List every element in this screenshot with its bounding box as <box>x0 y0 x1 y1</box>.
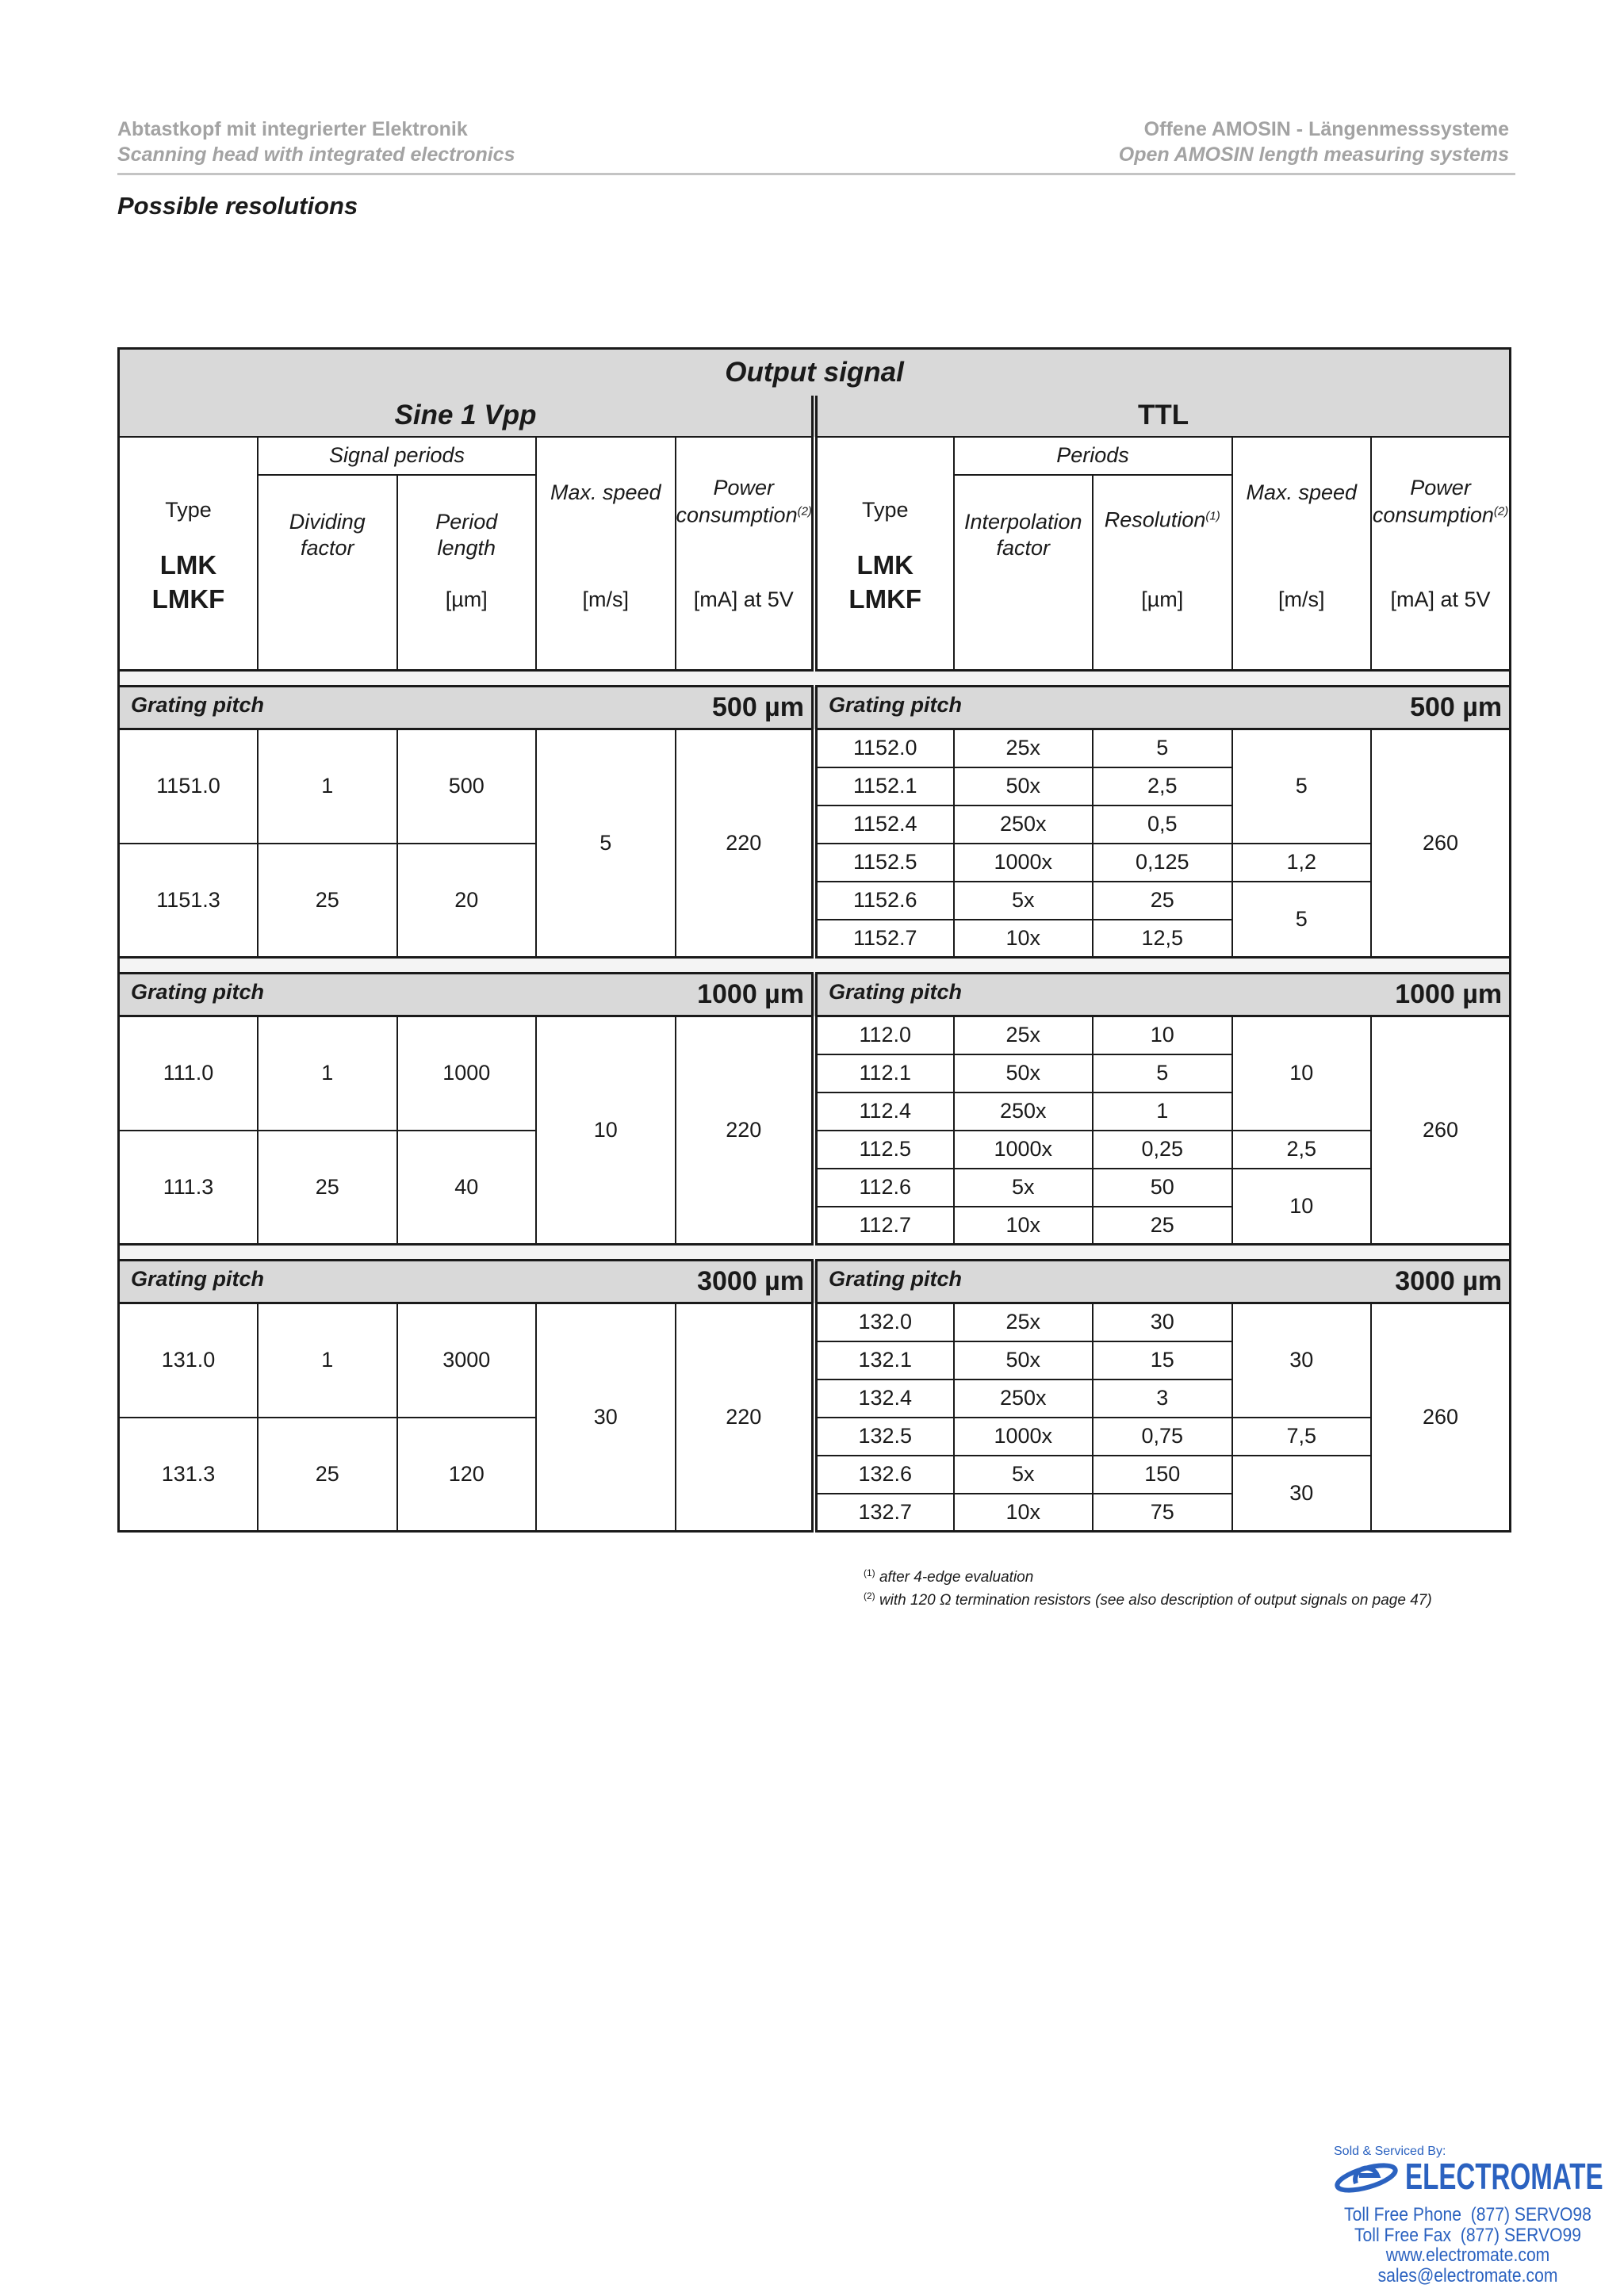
footnote-text: with 120 Ω termination resistors (see also description of output signals on page 47) <box>879 1592 1432 1609</box>
grating-pitch-label: Grating pitch <box>829 979 962 1004</box>
model-lmk: LMK <box>159 550 217 580</box>
resolution-unit: [µm] <box>1141 587 1184 612</box>
interpolation-factor-cell: 50x <box>954 1341 1094 1380</box>
factor-label: factor <box>300 536 354 561</box>
email-line: sales@electromate.com <box>1377 2264 1558 2286</box>
grating-pitch-header <box>818 1266 1509 1297</box>
footnote-ref-2: (2) <box>797 504 812 519</box>
ttl-type-cell: 112.0 <box>814 1016 954 1054</box>
footnote-1 <box>864 1567 1432 1590</box>
consumption-text: consumption <box>1372 503 1494 527</box>
grating-pitch-label: Grating pitch <box>131 1266 264 1291</box>
interpolation-label: Interpolation <box>963 510 1082 534</box>
grating-pitch-header <box>818 979 1509 1010</box>
resolution-label <box>1094 507 1231 537</box>
ttl-type-cell: 112.5 <box>814 1131 954 1169</box>
interpolation-factor-cell: 5x <box>954 1456 1094 1494</box>
ttl-type-cell: 1152.4 <box>814 806 954 844</box>
resolution-text: Resolution <box>1104 507 1206 532</box>
table-row <box>119 844 1511 882</box>
resolution-cell: 2,5 <box>1093 767 1232 806</box>
sine-power-cell: 220 <box>676 729 815 958</box>
speed-unit: [m/s] <box>1278 587 1325 612</box>
ttl-max-speed-cell: 7,5 <box>1232 1418 1372 1456</box>
sine-grating-pitch-cell <box>119 687 815 729</box>
sine-power-header <box>676 437 815 671</box>
interpolation-factor-header <box>954 475 1094 671</box>
interpolation-factor-cell: 1000x <box>954 1418 1094 1456</box>
period-length-cell: 40 <box>397 1131 537 1245</box>
sine-max-speed-header <box>536 437 676 671</box>
resolution-cell: 25 <box>1093 882 1232 920</box>
grating-pitch-value: 3000 µm <box>1395 1265 1503 1296</box>
model-lmkf: LMKF <box>151 584 225 614</box>
ttl-max-speed-cell: 1,2 <box>1232 844 1372 882</box>
ttl-max-speed-header-content <box>1233 438 1371 668</box>
type-label: Type <box>165 498 212 522</box>
period-length-header-content <box>398 476 536 668</box>
interpolation-factor-cell: 10x <box>954 1494 1094 1532</box>
interpolation-factor-cell: 5x <box>954 1169 1094 1207</box>
grating-pitch-value: 3000 µm <box>697 1265 804 1296</box>
ttl-grating-pitch-cell <box>814 974 1511 1016</box>
group-separator <box>119 958 1511 974</box>
footnote-ref-1: (1) <box>1205 509 1220 523</box>
header-left-german: Abtastkopf mit integrierter Elektronik <box>117 118 468 140</box>
table-row <box>119 1131 1511 1169</box>
period-length-cell: 1000 <box>397 1016 537 1131</box>
sine-max-speed-cell: 5 <box>536 729 676 958</box>
sine-type-cell: 1151.3 <box>119 844 259 958</box>
table-body <box>119 671 1511 1532</box>
header-right-german: Offene AMOSIN - Längenmesssysteme <box>1143 118 1509 140</box>
resolution-cell: 150 <box>1093 1456 1232 1494</box>
ttl-power-header <box>1371 437 1511 671</box>
sine-max-speed-cell: 10 <box>536 1016 676 1245</box>
ttl-type-cell: 132.6 <box>814 1456 954 1494</box>
grating-pitch-header <box>818 692 1509 723</box>
sine-max-speed-cell: 30 <box>536 1303 676 1532</box>
sine-power-cell: 220 <box>676 1016 815 1245</box>
electromate-swoosh-icon <box>1332 2158 1400 2196</box>
resolution-cell: 5 <box>1093 1054 1232 1093</box>
interpolation-factor-cell: 5x <box>954 882 1094 920</box>
interpolation-factor-cell: 50x <box>954 1054 1094 1093</box>
resolution-cell: 0,125 <box>1093 844 1232 882</box>
grating-pitch-value: 500 µm <box>1410 691 1503 722</box>
interpolation-factor-header-content <box>955 476 1093 668</box>
sine-type-cell: 131.0 <box>119 1303 259 1418</box>
ttl-type-cell: 1152.0 <box>814 729 954 767</box>
ttl-type-cell: 1152.1 <box>814 767 954 806</box>
table-row <box>119 1016 1511 1054</box>
ttl-max-speed-cell: 30 <box>1232 1456 1372 1532</box>
grating-pitch-value: 1000 µm <box>1395 978 1503 1009</box>
model-lmk: LMK <box>856 550 914 580</box>
sine-grating-pitch-cell <box>119 1261 815 1303</box>
sold-by-label: Sold & Serviced By: <box>1334 2145 1446 2158</box>
sine-type-cell: 111.0 <box>119 1016 259 1131</box>
sine-type-cell: 1151.0 <box>119 729 259 844</box>
ttl-power-header-content <box>1372 438 1509 668</box>
sine-signal-label: Sine 1 Vpp <box>119 396 815 437</box>
table-row <box>119 1303 1511 1341</box>
footnote-2 <box>864 1590 1432 1613</box>
ttl-type-cell: 132.1 <box>814 1341 954 1380</box>
section-title: Possible resolutions <box>117 192 358 220</box>
dividing-factor-cell: 25 <box>258 844 397 958</box>
resolution-cell: 25 <box>1093 1207 1232 1245</box>
header-right <box>1119 117 1509 167</box>
header-right-english: Open AMOSIN length measuring systems <box>1118 144 1509 166</box>
ttl-type-cell: 1152.5 <box>814 844 954 882</box>
ttl-grating-pitch-cell <box>814 1261 1511 1303</box>
grating-pitch-header <box>120 692 811 723</box>
dealer-contact <box>1328 2205 1607 2286</box>
footnote-marker: (1) <box>864 1567 875 1578</box>
table-row <box>119 1418 1511 1456</box>
resolution-cell: 0,25 <box>1093 1131 1232 1169</box>
grating-pitch-row <box>119 974 1511 1016</box>
period-length-cell: 120 <box>397 1418 537 1532</box>
interpolation-factor-cell: 10x <box>954 920 1094 958</box>
footnote-text: after 4-edge evaluation <box>879 1569 1034 1586</box>
period-unit: [µm] <box>445 587 488 612</box>
sine-type-header-content <box>120 438 257 668</box>
table-header <box>119 349 1511 671</box>
sine-grating-pitch-cell <box>119 974 815 1016</box>
interpolation-factor-cell: 1000x <box>954 1131 1094 1169</box>
interpolation-factor-cell: 50x <box>954 767 1094 806</box>
ttl-type-cell: 112.4 <box>814 1093 954 1131</box>
speed-unit: [m/s] <box>582 587 629 612</box>
signal-type-row <box>119 396 1511 437</box>
max-speed-label: Max. speed <box>550 480 661 505</box>
resolution-cell: 15 <box>1093 1341 1232 1380</box>
output-signal-row <box>119 349 1511 396</box>
length-label: length <box>437 536 496 561</box>
separator-cell <box>119 671 1511 687</box>
resolution-cell: 75 <box>1093 1494 1232 1532</box>
dividing-label: Dividing <box>289 510 366 534</box>
website-line: www.electromate.com <box>1385 2244 1550 2266</box>
grating-pitch-value: 500 µm <box>712 691 804 722</box>
consumption-label <box>676 503 812 532</box>
footnote-marker: (2) <box>864 1590 875 1601</box>
group-separator <box>119 1245 1511 1261</box>
grating-pitch-value: 1000 µm <box>697 978 804 1009</box>
grating-pitch-label: Grating pitch <box>829 692 962 717</box>
resolution-cell: 0,5 <box>1093 806 1232 844</box>
period-length-header <box>397 475 537 671</box>
brand-name: ELECTROMATE <box>1405 2156 1603 2197</box>
resolutions-table <box>117 347 1511 1533</box>
resolution-cell: 50 <box>1093 1169 1232 1207</box>
resolution-cell: 1 <box>1093 1093 1232 1131</box>
grating-pitch-label: Grating pitch <box>131 979 264 1004</box>
fax-line: Toll Free Fax (877) SERVO99 <box>1354 2224 1582 2246</box>
output-signal-title: Output signal <box>119 349 1511 396</box>
ttl-power-cell: 260 <box>1371 729 1511 958</box>
ttl-type-cell: 112.7 <box>814 1207 954 1245</box>
grating-pitch-label: Grating pitch <box>829 1266 962 1291</box>
ttl-max-speed-header <box>1232 437 1372 671</box>
ttl-type-header-content <box>818 438 953 668</box>
resolution-cell: 12,5 <box>1093 920 1232 958</box>
power-unit: [mA] at 5V <box>1390 587 1491 612</box>
dividing-factor-cell: 1 <box>258 1016 397 1131</box>
dividing-factor-cell: 1 <box>258 1303 397 1418</box>
consumption-label <box>1372 503 1509 532</box>
consumption-text: consumption <box>676 503 798 527</box>
resolution-cell: 5 <box>1093 729 1232 767</box>
header-left-english: Scanning head with integrated electronics <box>117 144 515 166</box>
ttl-type-cell: 132.0 <box>814 1303 954 1341</box>
power-label: Power <box>1410 476 1471 500</box>
sine-type-header <box>119 437 259 671</box>
resolution-header-content <box>1094 476 1231 668</box>
grating-pitch-header <box>120 1266 811 1297</box>
dividing-factor-cell: 1 <box>258 729 397 844</box>
interpolation-factor-cell: 1000x <box>954 844 1094 882</box>
header-divider <box>117 173 1515 175</box>
interpolation-factor-cell: 250x <box>954 806 1094 844</box>
header-left <box>117 117 515 167</box>
interpolation-factor-cell: 250x <box>954 1380 1094 1418</box>
period-length-cell: 3000 <box>397 1303 537 1418</box>
footnotes <box>864 1567 1432 1613</box>
resolution-header <box>1093 475 1232 671</box>
resolution-cell: 3 <box>1093 1380 1232 1418</box>
dividing-factor-header-content <box>259 476 396 668</box>
separator-cell <box>119 958 1511 974</box>
ttl-type-cell: 132.7 <box>814 1494 954 1532</box>
ttl-type-cell: 132.5 <box>814 1418 954 1456</box>
ttl-type-cell: 1152.7 <box>814 920 954 958</box>
table-row <box>119 729 1511 767</box>
dividing-factor-cell: 25 <box>258 1418 397 1532</box>
ttl-type-cell: 112.6 <box>814 1169 954 1207</box>
ttl-type-cell: 1152.6 <box>814 882 954 920</box>
grating-pitch-header <box>120 979 811 1010</box>
period-length-cell: 20 <box>397 844 537 958</box>
period-label: Period <box>435 510 498 534</box>
interpolation-factor-cell: 25x <box>954 1016 1094 1054</box>
grating-pitch-row <box>119 1261 1511 1303</box>
ttl-type-header <box>814 437 954 671</box>
signal-periods-header: Signal periods <box>258 437 536 475</box>
period-length-cell: 500 <box>397 729 537 844</box>
power-unit: [mA] at 5V <box>693 587 794 612</box>
interpolation-factor-cell: 10x <box>954 1207 1094 1245</box>
interpolation-factor-cell: 250x <box>954 1093 1094 1131</box>
resolution-cell: 0,75 <box>1093 1418 1232 1456</box>
ttl-type-cell: 112.1 <box>814 1054 954 1093</box>
resolution-cell: 30 <box>1093 1303 1232 1341</box>
ttl-max-speed-cell: 10 <box>1232 1016 1372 1131</box>
ttl-max-speed-cell: 5 <box>1232 882 1372 958</box>
periods-header: Periods <box>954 437 1232 475</box>
max-speed-label: Max. speed <box>1246 480 1358 505</box>
ttl-signal-label: TTL <box>814 396 1511 437</box>
ttl-max-speed-cell: 5 <box>1232 729 1372 844</box>
dividing-factor-header <box>258 475 397 671</box>
sine-power-cell: 220 <box>676 1303 815 1532</box>
sine-type-cell: 111.3 <box>119 1131 259 1245</box>
column-header-row <box>119 437 1511 475</box>
resolution-cell: 10 <box>1093 1016 1232 1054</box>
footnote-ref-2: (2) <box>1493 504 1509 519</box>
grating-pitch-row <box>119 687 1511 729</box>
ttl-max-speed-cell: 30 <box>1232 1303 1372 1418</box>
separator-cell <box>119 1245 1511 1261</box>
sine-max-speed-header-content <box>537 438 675 668</box>
grating-pitch-label: Grating pitch <box>131 692 264 717</box>
factor-label: factor <box>996 536 1051 561</box>
dividing-factor-cell: 25 <box>258 1131 397 1245</box>
ttl-grating-pitch-cell <box>814 687 1511 729</box>
interpolation-factor-cell: 25x <box>954 1303 1094 1341</box>
power-label: Power <box>713 476 775 500</box>
sine-power-header-content <box>676 438 812 668</box>
interpolation-factor-cell: 25x <box>954 729 1094 767</box>
model-lmkf: LMKF <box>848 584 922 614</box>
ttl-max-speed-cell: 10 <box>1232 1169 1372 1245</box>
ttl-power-cell: 260 <box>1371 1016 1511 1245</box>
sine-type-cell: 131.3 <box>119 1418 259 1532</box>
type-label: Type <box>861 498 909 522</box>
ttl-max-speed-cell: 2,5 <box>1232 1131 1372 1169</box>
phone-line: Toll Free Phone (877) SERVO98 <box>1344 2204 1591 2225</box>
ttl-type-cell: 132.4 <box>814 1380 954 1418</box>
group-separator <box>119 671 1511 687</box>
ttl-power-cell: 260 <box>1371 1303 1511 1532</box>
